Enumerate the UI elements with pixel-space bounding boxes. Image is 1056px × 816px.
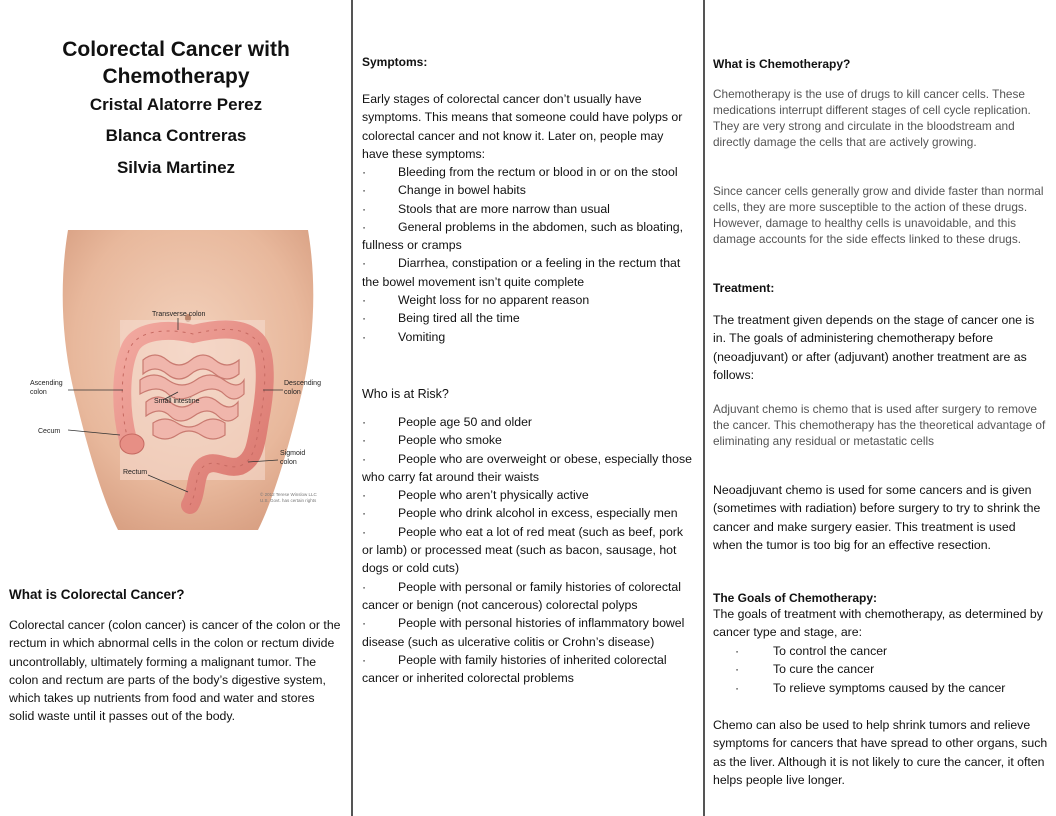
colon-anatomy-illustration — [28, 230, 346, 530]
what-is-colorectal-body: Colorectal cancer (colon cancer) is cancer of the colon or the rectum in which abnormal cells in the colon or rectum divide uncontrollably, ultimately forming a malignant tumor. The colon and rectum are parts of the body’s digestive system, which takes up nutrients from food and water and stores solid waste until it passes out of the body. — [9, 618, 341, 724]
chemo-paragraph-1: Chemotherapy is the use of drugs to kill cancer cells. These medications interrupt different stages of cell cycle replication. They are very strong and circulate in the bloodstream and directly damage the cells that are actively growing. — [713, 87, 1031, 149]
symptoms-list — [362, 163, 692, 346]
chemo-heading: What is Chemotherapy? — [713, 57, 851, 71]
label-cecum: Cecum — [38, 428, 61, 435]
risk-item: · People with personal histories of inflammatory bowel disease (such as ulcerative colitis or Crohn’s disease) — [362, 616, 685, 649]
risk-item: · People who smoke — [362, 433, 502, 448]
risk-item: · People who drink alcohol in excess, especially men — [362, 506, 678, 521]
label-ascending-1: Ascending — [30, 380, 63, 387]
risk-item: · People who eat a lot of red meat (such as beef, pork or lamb) or processed meat (such as bacon, sausage, hot dogs or cold cuts) — [362, 524, 684, 576]
left-panel — [0, 0, 352, 816]
chemo-paragraph-2: Since cancer cells generally grow and divide faster than normal cells, they are more susceptible to the action of these drugs. However, damage to healthy cells is unavoidable, and this damage accounts for the side effects linked to these drugs. — [713, 184, 1044, 246]
author-1: Cristal Alatorre Perez — [89, 95, 263, 114]
risk-item: · People who aren’t physically active — [362, 488, 589, 503]
symptom-item: · Being tired all the time — [362, 311, 520, 326]
brochure-title — [0, 36, 352, 90]
risk-item: · People age 50 and older — [362, 415, 533, 429]
label-transverse-colon: Transverse colon — [152, 311, 206, 318]
label-small-intestine: Small intestine — [154, 398, 200, 405]
label-ascending-2: colon — [30, 389, 47, 396]
label-sigmoid-1: Sigmoid — [280, 450, 306, 457]
goal-item: · To control the cancer — [735, 644, 888, 658]
goal-item: · To relieve symptoms caused by the cancer — [735, 680, 1006, 695]
what-is-colorectal-heading: What is Colorectal Cancer? — [9, 587, 185, 602]
right-panel — [704, 0, 1056, 816]
symptoms-intro: Early stages of colorectal cancer don’t usually have symptoms. This means that someone could have polyps or colorectal cancer and not know it. Later on, people may have these symptoms: — [362, 92, 683, 161]
risk-item: · People with personal or family histories of colorectal cancer or benign (not cancerous) colorectal polyps — [362, 579, 681, 612]
symptom-item: · Change in bowel habits — [362, 183, 526, 198]
symptom-item: · Weight loss for no apparent reason — [362, 293, 590, 308]
goals-list — [713, 642, 1048, 697]
adjuvant-paragraph: Adjuvant chemo is chemo that is used after surgery to remove the cancer. This chemotherapy has the theoretical advantage of eliminating any residual or metastatic cells — [713, 402, 1046, 448]
goal-item: · To cure the cancer — [735, 662, 875, 677]
author-3: Silvia Martinez — [116, 158, 236, 177]
closing-paragraph: Chemo can also be used to help shrink tumors and relieve symptoms for cancers that have spread to other organs, such as the liver. Although it is not likely to cure the cancer, it often helps people live longer. — [713, 718, 1048, 787]
symptom-item: · Diarrhea, constipation or a feeling in the rectum that the bowel movement isn’t quite complete — [362, 256, 681, 289]
label-rectum: Rectum — [123, 469, 148, 476]
symptom-item: · Vomiting — [362, 329, 446, 344]
risk-list — [362, 413, 692, 687]
title-line-2: Chemotherapy — [102, 65, 250, 88]
goals-intro: The goals of treatment with chemotherapy, as determined by cancer type and stage, are: — [713, 607, 1043, 640]
symptom-item: · Stools that are more narrow than usual — [362, 201, 610, 216]
symptoms-heading: Symptoms: — [362, 55, 428, 69]
author-2: Blanca Contreras — [105, 126, 247, 145]
treatment-paragraph: The treatment given depends on the stage of cancer one is in. The goals of administering chemotherapy before (neoadjuvant) or after (adjuvant) another treatment are as follows: — [713, 313, 1035, 382]
label-descending-2: colon — [284, 389, 301, 396]
middle-panel — [352, 0, 704, 816]
goals-heading: The Goals of Chemotherapy: — [713, 591, 878, 605]
risk-heading: Who is at Risk? — [362, 387, 449, 401]
risk-item: · People who are overweight or obese, especially those who carry fat around their waists — [362, 451, 692, 484]
neoadjuvant-paragraph: Neoadjuvant chemo is used for some cancers and is given (sometimes with radiation) before surgery to try to shrink the cancer and make surgery easier. This treatment is used when the tumor is too big for an effective resection. — [713, 483, 1041, 552]
copyright-line-1: © 2012 Terese Winslow LLC — [260, 492, 317, 497]
risk-item: · People with family histories of inherited colorectal cancer or inherited colorectal problems — [362, 652, 667, 686]
symptom-item: · General problems in the abdomen, such as bloating, fullness or cramps — [362, 219, 684, 253]
title-line-1: Colorectal Cancer with — [62, 38, 290, 61]
cecum-shape — [120, 434, 144, 454]
treatment-heading: Treatment: — [713, 281, 775, 295]
copyright-line-2: U.S. Govt. has certain rights — [260, 498, 317, 503]
symptom-item: · Bleeding from the rectum or blood in or on the stool — [362, 165, 678, 179]
label-descending-1: Descending — [284, 380, 321, 387]
label-sigmoid-2: colon — [280, 459, 297, 466]
